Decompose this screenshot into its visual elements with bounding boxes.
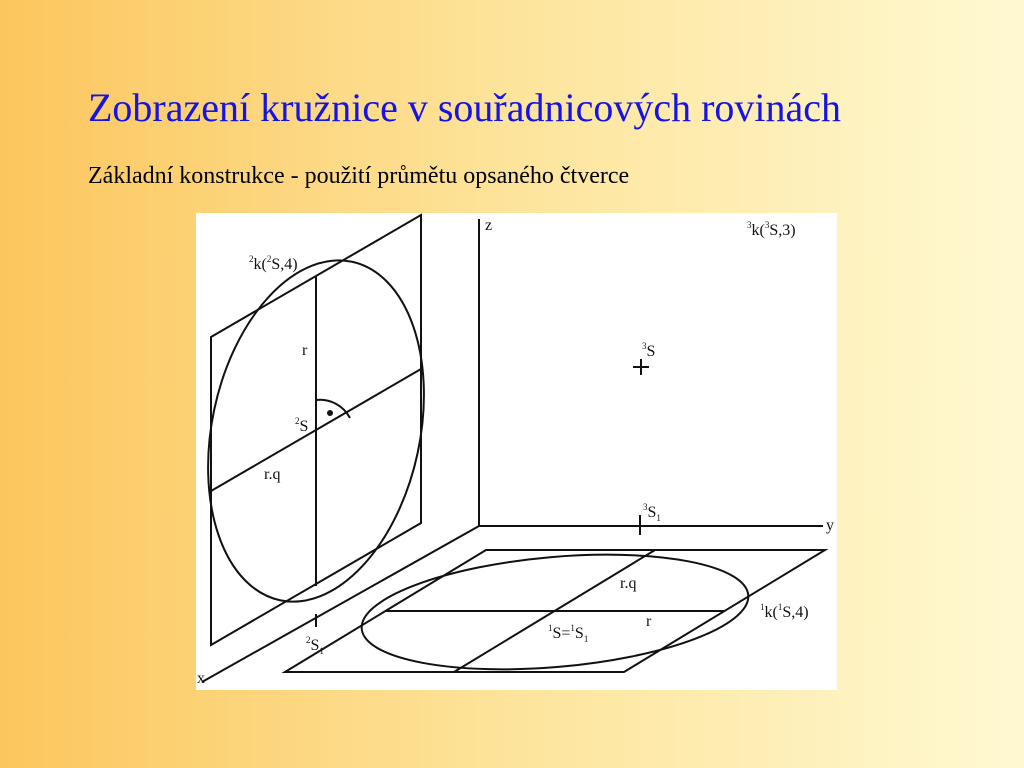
label-r-bottom: r <box>646 613 652 630</box>
circle-2-ellipse <box>196 240 454 622</box>
slide-title: Zobrazení kružnice v souřadnicových rovinách <box>88 85 842 130</box>
axis-label-x: x <box>197 670 205 687</box>
label-circle-2: $^2$k($^2$S,4) <box>249 254 298 273</box>
slide-subtitle: Základní konstrukce - použití průmětu opsaného čtverce <box>88 163 630 189</box>
label-rq-bottom: r.q <box>620 575 637 592</box>
label-center-2: $^2$S <box>295 416 309 435</box>
axis-label-z: z <box>485 217 493 234</box>
label-center-1: $^1S=^1S_1$ <box>548 623 589 644</box>
right-angle-dot <box>327 410 333 416</box>
label-r-vertical: r <box>302 342 308 359</box>
label-rq-left: r.q <box>264 466 281 483</box>
label-circle-3: $^3$k($^3$S,3) <box>747 220 796 239</box>
right-angle-arc <box>316 400 350 418</box>
label-point-3S1: $^3S_1$ <box>643 502 661 523</box>
label-point-2S1: $^2S_1$ <box>306 635 324 656</box>
label-circle-1: $^1$k($^1$S,4) <box>760 602 809 621</box>
label-center-3: $^3$S <box>642 341 656 360</box>
diagram-figure <box>196 213 837 690</box>
circle-projection-diagram <box>196 213 837 690</box>
x-axis <box>202 526 479 682</box>
axis-label-y: y <box>826 517 834 534</box>
